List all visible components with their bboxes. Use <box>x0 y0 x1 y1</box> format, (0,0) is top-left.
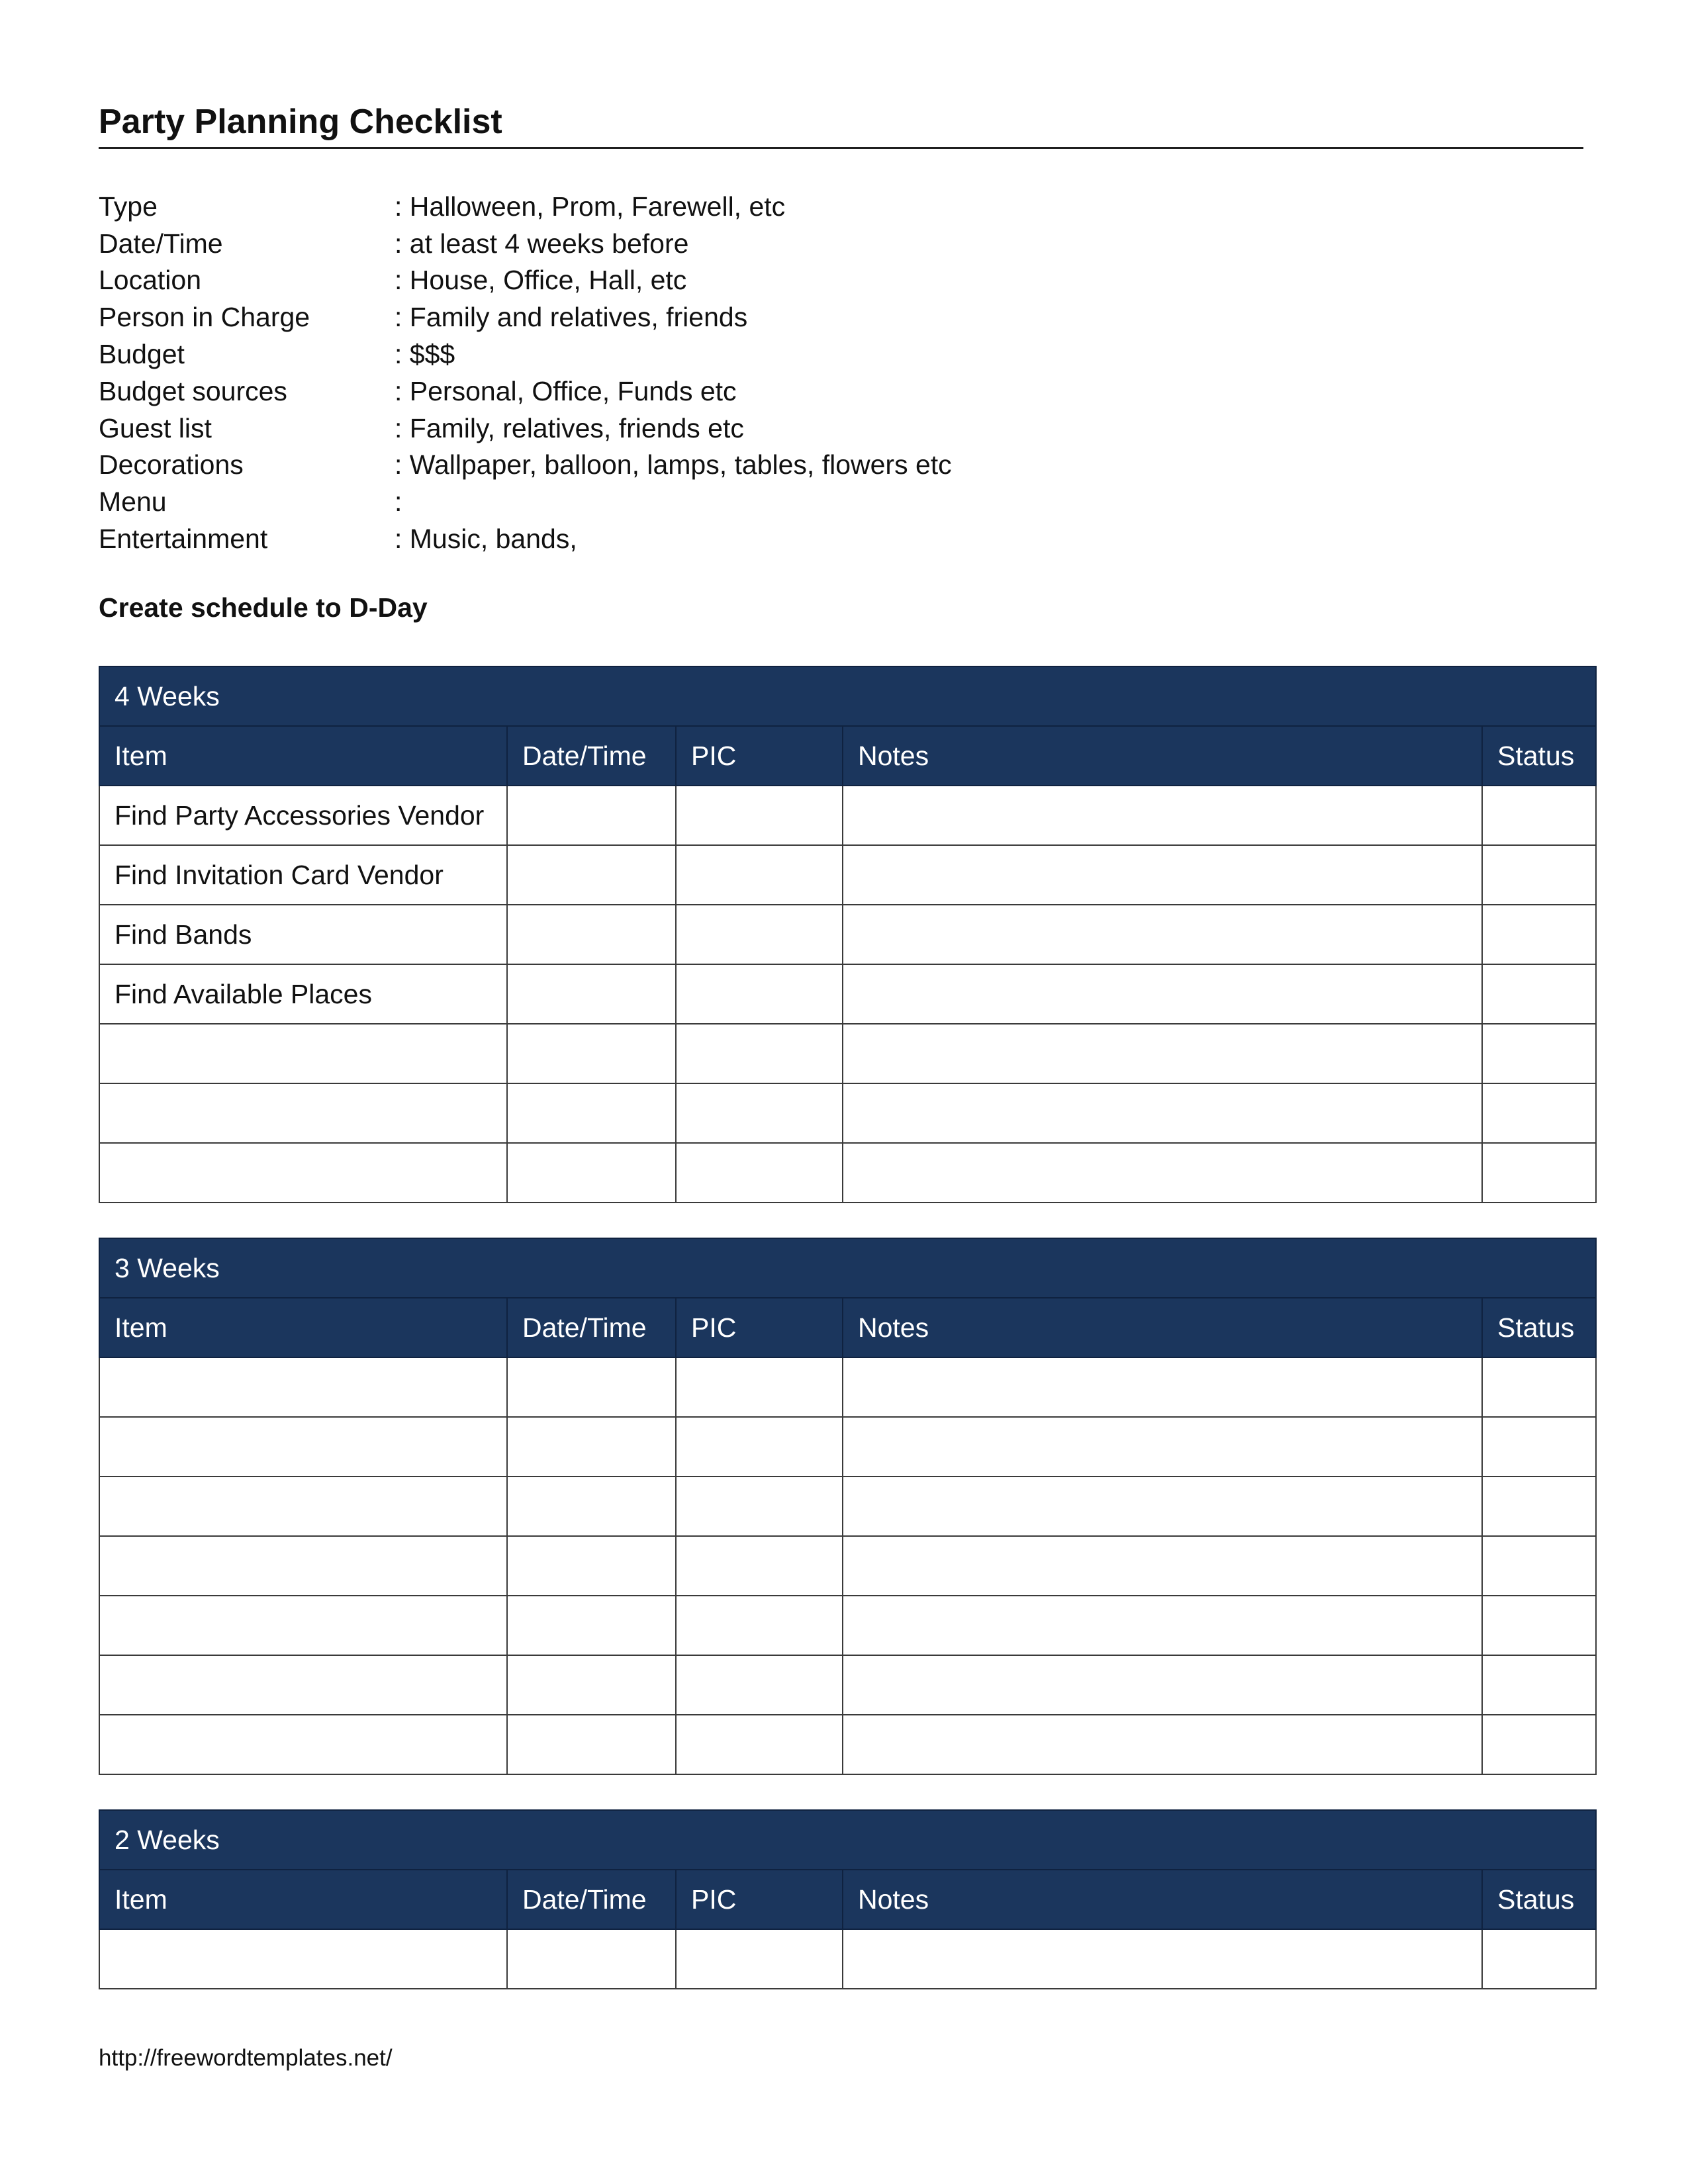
table-row <box>99 1357 1596 1417</box>
pic-cell[interactable] <box>676 905 843 964</box>
info-value: : Personal, Office, Funds etc <box>395 375 737 406</box>
table-row <box>99 845 1596 905</box>
info-label: Location <box>99 265 202 296</box>
info-label: Budget <box>99 339 185 370</box>
date-time-cell[interactable] <box>507 1143 676 1203</box>
status-cell[interactable] <box>1482 905 1596 964</box>
pic-cell[interactable] <box>676 1596 843 1655</box>
notes-cell[interactable] <box>843 1715 1482 1774</box>
status-cell[interactable] <box>1482 1715 1596 1774</box>
info-label: Guest list <box>99 412 212 443</box>
status-cell[interactable] <box>1482 1143 1596 1203</box>
column-header-pic: PIC <box>676 726 843 786</box>
item-cell[interactable] <box>99 1357 507 1417</box>
info-value: : Wallpaper, balloon, lamps, tables, flowers etc <box>395 449 952 480</box>
column-header-date-time: Date/Time <box>507 1298 676 1357</box>
pic-cell[interactable] <box>676 1929 843 1989</box>
info-value: : Halloween, Prom, Farewell, etc <box>395 191 786 222</box>
info-label: Entertainment <box>99 523 268 555</box>
column-header-status: Status <box>1482 1870 1596 1929</box>
item-cell[interactable] <box>99 1477 507 1536</box>
info-row-menu <box>99 483 1158 520</box>
schedule-table-4-weeks <box>99 666 1597 1203</box>
item-cell[interactable] <box>99 1655 507 1715</box>
info-value: : House, Office, Hall, etc <box>395 265 687 296</box>
column-header-item: Item <box>99 1298 507 1357</box>
item-cell[interactable] <box>99 1143 507 1203</box>
date-time-cell[interactable] <box>507 1417 676 1477</box>
item-cell[interactable]: Find Bands <box>99 905 507 964</box>
item-cell[interactable] <box>99 1596 507 1655</box>
status-cell[interactable] <box>1482 786 1596 845</box>
item-cell[interactable]: Find Party Accessories Vendor <box>99 786 507 845</box>
info-row-entertainment <box>99 520 1158 557</box>
info-label: Person in Charge <box>99 302 310 333</box>
column-header-date-time: Date/Time <box>507 726 676 786</box>
date-time-cell[interactable] <box>507 1477 676 1536</box>
status-cell[interactable] <box>1482 1083 1596 1143</box>
status-cell[interactable] <box>1482 1536 1596 1596</box>
date-time-cell[interactable] <box>507 845 676 905</box>
date-time-cell[interactable] <box>507 1024 676 1083</box>
info-label: Menu <box>99 486 167 518</box>
item-cell[interactable]: Find Available Places <box>99 964 507 1024</box>
info-label: Date/Time <box>99 228 223 259</box>
notes-cell[interactable] <box>843 1417 1482 1477</box>
section-title: 4 Weeks <box>99 666 1596 726</box>
notes-cell[interactable] <box>843 1024 1482 1083</box>
status-cell[interactable] <box>1482 1357 1596 1417</box>
item-cell[interactable]: Find Invitation Card Vendor <box>99 845 507 905</box>
table-row <box>99 964 1596 1024</box>
notes-cell[interactable] <box>843 1143 1482 1203</box>
table-row <box>99 786 1596 845</box>
info-value: : at least 4 weeks before <box>395 228 689 259</box>
item-cell[interactable] <box>99 1929 507 1989</box>
pic-cell[interactable] <box>676 1477 843 1536</box>
footer-url[interactable]: http://freewordtemplates.net/ <box>99 2045 393 2071</box>
info-value: : <box>395 486 402 518</box>
info-row-type <box>99 188 1158 225</box>
column-header-item: Item <box>99 726 507 786</box>
notes-cell[interactable] <box>843 1477 1482 1536</box>
status-cell[interactable] <box>1482 1596 1596 1655</box>
section-title: 2 Weeks <box>99 1810 1596 1870</box>
item-cell[interactable] <box>99 1715 507 1774</box>
column-header-notes: Notes <box>843 726 1482 786</box>
table-row <box>99 1417 1596 1477</box>
pic-cell[interactable] <box>676 1536 843 1596</box>
info-value: : Music, bands, <box>395 523 577 555</box>
column-header-pic: PIC <box>676 1298 843 1357</box>
status-cell[interactable] <box>1482 1929 1596 1989</box>
table-row <box>99 1536 1596 1596</box>
status-cell[interactable] <box>1482 1655 1596 1715</box>
pic-cell[interactable] <box>676 1357 843 1417</box>
item-cell[interactable] <box>99 1417 507 1477</box>
item-cell[interactable] <box>99 1083 507 1143</box>
pic-cell[interactable] <box>676 1655 843 1715</box>
column-header-status: Status <box>1482 1298 1596 1357</box>
title-divider <box>99 147 1583 149</box>
date-time-cell[interactable] <box>507 1655 676 1715</box>
table-row <box>99 1715 1596 1774</box>
info-row-person-in-charge <box>99 298 1158 336</box>
date-time-cell[interactable] <box>507 1929 676 1989</box>
column-header-item: Item <box>99 1870 507 1929</box>
info-row-budget-sources <box>99 373 1158 410</box>
info-label: Budget sources <box>99 375 287 406</box>
table-row <box>99 1655 1596 1715</box>
date-time-cell[interactable] <box>507 905 676 964</box>
notes-cell[interactable] <box>843 845 1482 905</box>
table-row <box>99 1477 1596 1536</box>
date-time-cell[interactable] <box>507 964 676 1024</box>
table-row <box>99 1024 1596 1083</box>
notes-cell[interactable] <box>843 964 1482 1024</box>
schedule-table-2-weeks <box>99 1809 1597 1989</box>
item-cell[interactable] <box>99 1024 507 1083</box>
column-header-notes: Notes <box>843 1298 1482 1357</box>
date-time-cell[interactable] <box>507 1083 676 1143</box>
info-row-date-time <box>99 225 1158 262</box>
pic-cell[interactable] <box>676 786 843 845</box>
schedule-table-3-weeks <box>99 1238 1597 1775</box>
date-time-cell[interactable] <box>507 1715 676 1774</box>
pic-cell[interactable] <box>676 1143 843 1203</box>
info-row-decorations <box>99 447 1158 484</box>
table-row <box>99 1143 1596 1203</box>
table-row <box>99 1083 1596 1143</box>
table-row <box>99 1596 1596 1655</box>
pic-cell[interactable] <box>676 1715 843 1774</box>
info-row-budget <box>99 336 1158 373</box>
column-header-pic: PIC <box>676 1870 843 1929</box>
info-row-guest-list <box>99 410 1158 447</box>
info-value: : $$$ <box>395 339 455 370</box>
info-row-location <box>99 262 1158 299</box>
info-label: Type <box>99 191 158 222</box>
notes-cell[interactable] <box>843 1536 1482 1596</box>
info-value: : Family, relatives, friends etc <box>395 412 744 443</box>
notes-cell[interactable] <box>843 1083 1482 1143</box>
pic-cell[interactable] <box>676 964 843 1024</box>
section-title: 3 Weeks <box>99 1238 1596 1298</box>
pic-cell[interactable] <box>676 1024 843 1083</box>
notes-cell[interactable] <box>843 1655 1482 1715</box>
schedule-heading: Create schedule to D-Day <box>99 592 428 623</box>
item-cell[interactable] <box>99 1536 507 1596</box>
column-header-status: Status <box>1482 726 1596 786</box>
status-cell[interactable] <box>1482 1477 1596 1536</box>
notes-cell[interactable] <box>843 905 1482 964</box>
date-time-cell[interactable] <box>507 1596 676 1655</box>
date-time-cell[interactable] <box>507 786 676 845</box>
event-info-list <box>99 188 1158 557</box>
column-header-notes: Notes <box>843 1870 1482 1929</box>
page-title: Party Planning Checklist <box>99 103 502 141</box>
notes-cell[interactable] <box>843 786 1482 845</box>
info-value: : Family and relatives, friends <box>395 302 748 333</box>
status-cell[interactable] <box>1482 964 1596 1024</box>
date-time-cell[interactable] <box>507 1536 676 1596</box>
column-header-date-time: Date/Time <box>507 1870 676 1929</box>
status-cell[interactable] <box>1482 1417 1596 1477</box>
pic-cell[interactable] <box>676 1417 843 1477</box>
pic-cell[interactable] <box>676 845 843 905</box>
info-label: Decorations <box>99 449 244 480</box>
status-cell[interactable] <box>1482 845 1596 905</box>
status-cell[interactable] <box>1482 1024 1596 1083</box>
date-time-cell[interactable] <box>507 1357 676 1417</box>
table-row <box>99 905 1596 964</box>
notes-cell[interactable] <box>843 1357 1482 1417</box>
notes-cell[interactable] <box>843 1929 1482 1989</box>
pic-cell[interactable] <box>676 1083 843 1143</box>
notes-cell[interactable] <box>843 1596 1482 1655</box>
table-row <box>99 1929 1596 1989</box>
